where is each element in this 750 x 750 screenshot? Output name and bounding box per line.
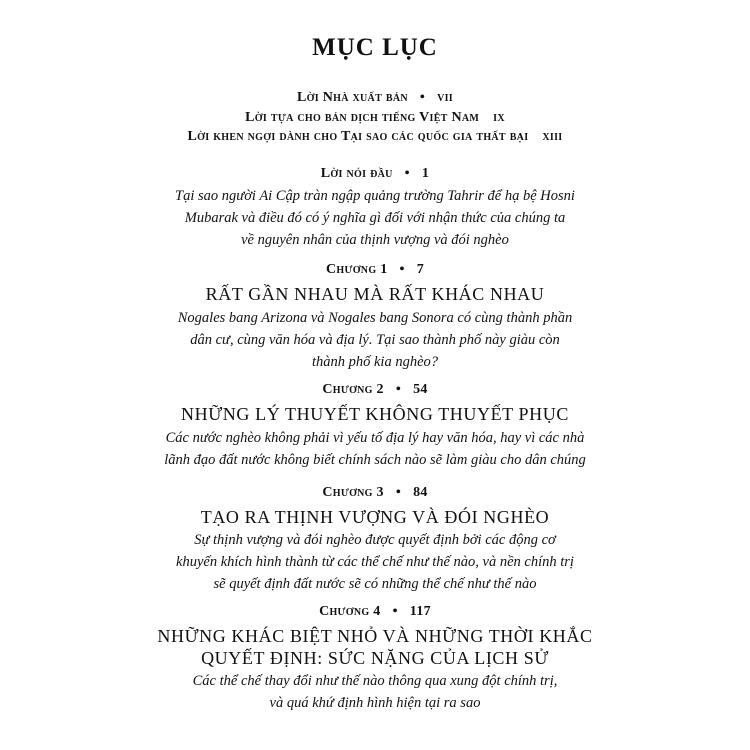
chapter-page: 54	[413, 382, 428, 397]
front-matter-page: vii	[437, 90, 453, 105]
bullet-separator: •	[404, 166, 410, 181]
chapter-label: Chương 3	[322, 485, 384, 500]
chapter-title: TẠO RA THỊNH VƯỢNG VÀ ĐÓI NGHÈO	[200, 507, 550, 527]
chapter-title: QUYẾT ĐỊNH: SỨC NẶNG CỦA LỊCH SỬ	[201, 648, 549, 668]
bullet-separator: •	[419, 90, 426, 105]
foreword-label: Lời nói đầu	[320, 166, 393, 181]
chapter-page: 117	[409, 604, 431, 619]
chapter-desc-line: dân cư, cùng văn hóa và địa lý. Tại sao thành phố này giàu còn	[190, 332, 560, 348]
chapter-desc-line: lãnh đạo đất nước không biết chính sách nào sẽ làm giàu cho dân chúng	[164, 452, 586, 468]
foreword-desc-line: Mubarak và điều đó có ý nghĩa gì đối với nhận thức của chúng ta	[184, 210, 566, 226]
bullet-separator: •	[395, 382, 402, 397]
chapter-heading	[0, 382, 750, 398]
chapter-heading	[0, 604, 750, 620]
front-matter-item	[0, 90, 750, 106]
chapter-desc-line: Nogales bang Arizona và Nogales bang Sonora có cùng thành phần	[177, 310, 573, 326]
chapter-heading	[0, 485, 750, 501]
chapter-title: NHỮNG KHÁC BIỆT NHỎ VÀ NHỮNG THỜI KHẮC	[157, 626, 593, 646]
foreword-heading	[0, 166, 750, 182]
front-matter-label: Lời tựa cho bản dịch tiếng Việt Nam	[245, 110, 480, 125]
chapter-title: NHỮNG LÝ THUYẾT KHÔNG THUYẾT PHỤC	[181, 404, 569, 424]
front-matter-page: xiii	[542, 129, 563, 144]
bullet-separator: •	[395, 485, 402, 500]
chapter-heading	[0, 262, 750, 278]
foreword-desc-line: Tại sao người Ai Cập tràn ngập quảng trường Tahrir để hạ bệ Hosni	[175, 188, 575, 204]
front-matter-page: ix	[493, 110, 505, 125]
chapter-desc-line: Sự thịnh vượng và đói nghèo được quyết định bởi các động cơ	[194, 532, 556, 548]
front-matter-item	[0, 110, 750, 126]
chapter-page: 84	[413, 485, 428, 500]
foreword-desc-line: về nguyên nhân của thịnh vượng và đói nghèo	[241, 232, 509, 248]
bullet-separator: •	[399, 262, 405, 277]
chapter-label: Chương 4	[319, 604, 381, 619]
front-matter-item	[0, 129, 750, 145]
chapter-label: Chương 1	[325, 262, 388, 277]
front-matter-label: Lời khen ngợi dành cho Tại sao các quốc gia thất bại	[187, 129, 529, 144]
chapter-desc-line: khuyến khích hình thành từ các thể chế như thế nào, và nền chính trị	[176, 554, 574, 570]
bullet-separator: •	[392, 604, 398, 619]
chapter-desc-line: Các nước nghèo không phải vì yếu tố địa lý hay văn hóa, hay vì các nhà	[165, 430, 585, 446]
chapter-desc-line: Các thể chế thay đổi như thế nào thông qua xung đột chính trị,	[192, 673, 558, 689]
front-matter-label: Lời Nhà xuất bản	[297, 90, 408, 105]
chapter-desc-line: sẽ quyết định đất nước sẽ có những thể chế như thế nào	[213, 576, 537, 592]
chapter-title: RẤT GẦN NHAU MÀ RẤT KHÁC NHAU	[205, 284, 545, 304]
chapter-desc-line: thành phố kia nghèo?	[311, 354, 439, 370]
chapter-label: Chương 2	[322, 382, 384, 397]
chapter-desc-line: và quá khứ định hình hiện tại ra sao	[269, 695, 481, 711]
page-title: MỤC LỤC	[312, 34, 438, 61]
foreword-page: 1	[421, 166, 430, 181]
chapter-page: 7	[416, 262, 425, 277]
